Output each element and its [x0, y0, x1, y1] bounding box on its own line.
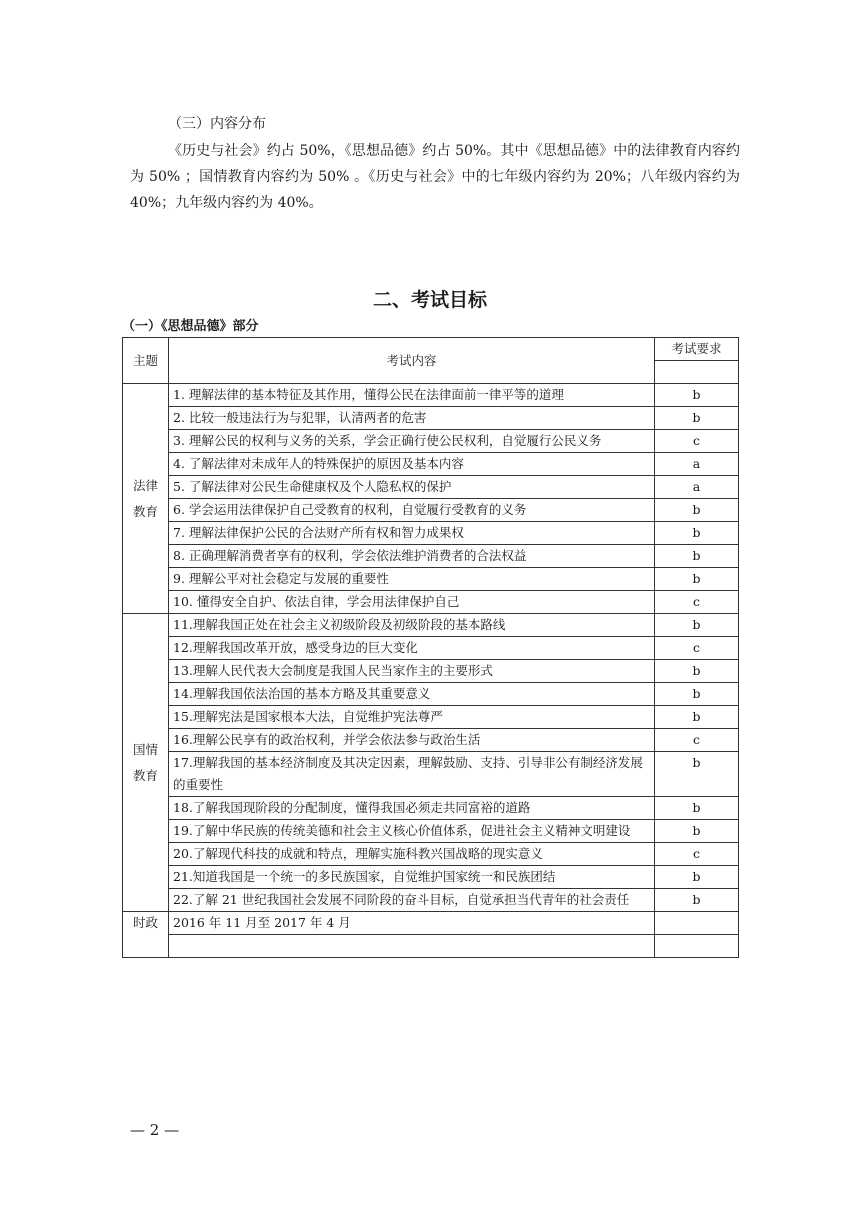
table-row: [123, 591, 739, 614]
current-affairs-row: [123, 912, 739, 935]
content-cell: 14.理解我国依法治国的基本方略及其重要意义: [169, 683, 655, 706]
content-cell: 1. 理解法律的基本特征及其作用，懂得公民在法律面前一律平等的道理: [169, 384, 655, 407]
table-row: [123, 476, 739, 499]
topic-cell: [123, 384, 169, 614]
table-row: [123, 683, 739, 706]
header-topic: 主题: [123, 338, 169, 384]
table-row: [123, 797, 739, 820]
content-cell: 9. 理解公平对社会稳定与发展的重要性: [169, 568, 655, 591]
content-cell: 16.理解公民享有的政治权利，并学会依法参与政治生活: [169, 729, 655, 752]
requirement-cell: b: [655, 660, 739, 683]
content-cell: 21.知道我国是一个统一的多民族国家，自觉维护国家统一和民族团结: [169, 866, 655, 889]
content-cell: 12.理解我国改革开放，感受身边的巨大变化: [169, 637, 655, 660]
table-caption: （一）《思想品德》部分: [122, 319, 259, 334]
current-affairs-content: 2016 年 11 月至 2017 年 4 月: [169, 912, 655, 935]
content-cell: 6. 学会运用法律保护自己受教育的权利，自觉履行受教育的义务: [169, 499, 655, 522]
content-cell: 22.了解 21 世纪我国社会发展不同阶段的奋斗目标，自觉承担当代青年的社会责任: [169, 889, 655, 912]
content-cell: 2. 比较一般违法行为与犯罪，认清两者的危害: [169, 407, 655, 430]
content-cell: 19.了解中华民族的传统美德和社会主义核心价值体系，促进社会主义精神文明建设: [169, 820, 655, 843]
table-row: [123, 866, 739, 889]
table-row: [123, 614, 739, 637]
topic-label-line2: 教育: [132, 503, 158, 519]
blank-cell: [169, 935, 655, 958]
content-cell: 8. 正确理解消费者享有的权利，学会依法维护消费者的合法权益: [169, 545, 655, 568]
header-requirement-blank: [655, 361, 739, 384]
header-content: 考试内容: [169, 338, 655, 384]
current-affairs-requirement: [655, 912, 739, 935]
requirement-cell: b: [655, 522, 739, 545]
table-row: [123, 843, 739, 866]
requirement-cell: b: [655, 568, 739, 591]
content-cell: 4. 了解法律对未成年人的特殊保护的原因及基本内容: [169, 453, 655, 476]
topic-label-line1: 法律: [132, 477, 158, 493]
content-cell: 18.了解我国现阶段的分配制度，懂得我国必须走共同富裕的道路: [169, 797, 655, 820]
requirement-cell: b: [655, 683, 739, 706]
content-cell: 20.了解现代科技的成就和特点，理解实施科教兴国战略的现实意义: [169, 843, 655, 866]
requirement-cell: c: [655, 843, 739, 866]
requirement-cell: b: [655, 706, 739, 729]
requirement-cell: b: [655, 407, 739, 430]
requirement-cell: b: [655, 866, 739, 889]
distribution-paragraph: 《历史与社会》约占 50%，《思想品德》约占 50%。其中《思想品德》中的法律教育内容约为 50% ；国情教育内容约为 50% 。《历史与社会》中的七年级内容约为 20%；八年级内容约为 40%；九年级内容约为 40%。: [130, 143, 740, 211]
table-row: [123, 568, 739, 591]
content-cell: 3. 理解公民的权利与义务的关系，学会正确行使公民权利，自觉履行公民义务: [169, 430, 655, 453]
current-affairs-topic: 时政: [123, 912, 169, 958]
header-requirement: 考试要求: [655, 338, 739, 361]
table-row: [123, 729, 739, 752]
requirement-cell: b: [655, 889, 739, 912]
section-heading: （三）内容分布: [168, 116, 266, 132]
requirement-cell: b: [655, 820, 739, 843]
table-row: [123, 889, 739, 912]
requirement-cell: b: [655, 614, 739, 637]
topic-cell: [123, 614, 169, 912]
content-cell: 13.理解人民代表大会制度是我国人民当家作主的主要形式: [169, 660, 655, 683]
topic-label-line2: 教育: [132, 767, 158, 783]
table-row: [123, 430, 739, 453]
table-row: [123, 660, 739, 683]
requirement-cell: b: [655, 797, 739, 820]
table-row: [123, 637, 739, 660]
table-row: [123, 384, 739, 407]
exam-objectives-table: [122, 337, 739, 958]
topic-label-line1: 国情: [132, 741, 158, 757]
content-distribution-section: [130, 112, 740, 216]
requirement-cell: a: [655, 476, 739, 499]
table-row: [123, 407, 739, 430]
table-row: [123, 545, 739, 568]
blank-row: [123, 935, 739, 958]
blank-cell: [655, 935, 739, 958]
table-row: [123, 752, 739, 797]
page-number: — 2 —: [130, 1121, 180, 1139]
content-cell: 17.理解我国的基本经济制度及其决定因素，理解鼓励、支持、引导非公有制经济发展的重要性: [169, 752, 655, 797]
requirement-cell: c: [655, 591, 739, 614]
table-row: [123, 820, 739, 843]
requirement-cell: b: [655, 384, 739, 407]
content-cell: 11.理解我国正处在社会主义初级阶段及初级阶段的基本路线: [169, 614, 655, 637]
requirement-cell: c: [655, 637, 739, 660]
content-cell: 7. 理解法律保护公民的合法财产所有权和智力成果权: [169, 522, 655, 545]
content-cell: 5. 了解法律对公民生命健康权及个人隐私权的保护: [169, 476, 655, 499]
table-row: [123, 453, 739, 476]
table-row: [123, 706, 739, 729]
requirement-cell: b: [655, 545, 739, 568]
requirement-cell: c: [655, 430, 739, 453]
requirement-cell: b: [655, 499, 739, 522]
table-row: [123, 522, 739, 545]
chapter-title: 二、考试目标: [372, 289, 487, 311]
table-row: [123, 499, 739, 522]
requirement-cell: b: [655, 752, 739, 797]
requirement-cell: c: [655, 729, 739, 752]
table-header-row: [123, 338, 739, 361]
content-cell: 15.理解宪法是国家根本大法，自觉维护宪法尊严: [169, 706, 655, 729]
content-cell: 10. 懂得安全自护、依法自律，学会用法律保护自己: [169, 591, 655, 614]
requirement-cell: a: [655, 453, 739, 476]
